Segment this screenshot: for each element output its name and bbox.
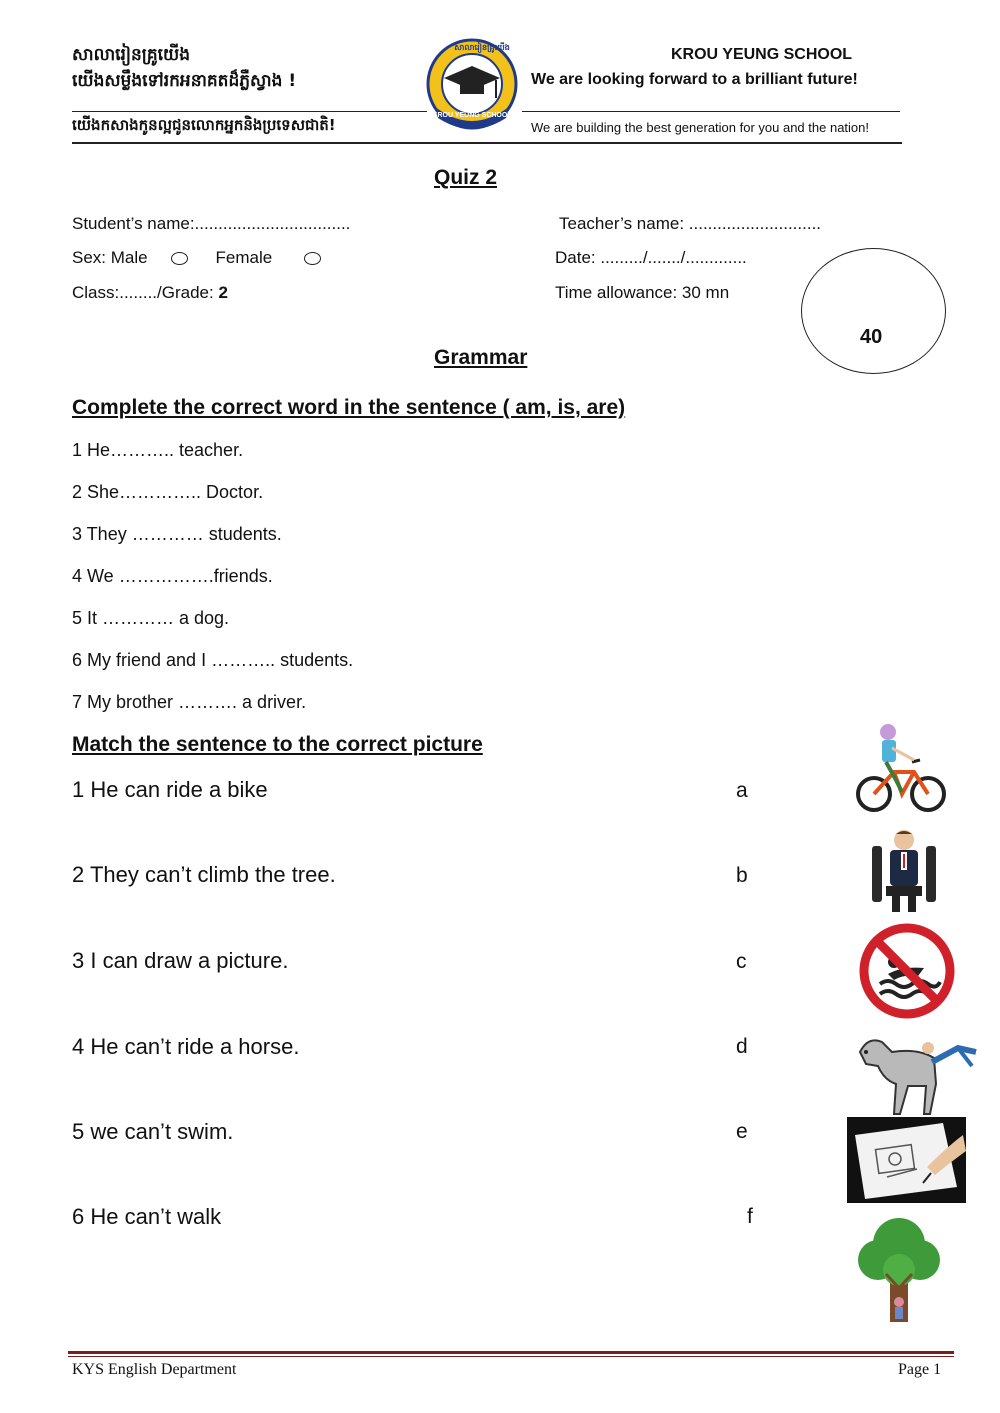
match-letter: c <box>736 950 747 973</box>
horse-rider-picture[interactable] <box>848 1022 980 1118</box>
grammar-question: 6 My friend and I ……….. students. <box>72 650 354 670</box>
header-divider-left <box>72 111 427 112</box>
footer-page-number: Page 1 <box>898 1361 942 1378</box>
grammar-question: 3 They ………… students. <box>72 524 282 544</box>
date-field: Date: ........./......./............. <box>555 248 747 267</box>
match-letter: e <box>736 1120 748 1143</box>
grammar-question: 1 He……….. teacher. <box>72 440 244 460</box>
grammar-instruction: Complete the correct word in the sentence ( am, is, are) <box>72 396 626 419</box>
footer-rule-thin <box>68 1356 954 1357</box>
footer-department: KYS English Department <box>72 1361 237 1378</box>
motto-khmer: យើងសម្លឹងទៅរកអនាគតដ៏ភ្លឺស្វាង ! <box>72 71 297 91</box>
match-sentence: 5 we can’t swim. <box>72 1119 234 1144</box>
student-name-field: Student’s name:................................. <box>72 214 351 233</box>
class-grade-field <box>72 283 228 303</box>
score-total: 40 <box>860 326 883 348</box>
grammar-question: 2 She………….. Doctor. <box>72 482 264 502</box>
match-sentence: 6 He can’t walk <box>72 1204 222 1229</box>
tree-picture[interactable] <box>856 1214 942 1324</box>
sex-row <box>72 248 321 268</box>
grammar-question: 7 My brother ………. a driver. <box>72 692 307 712</box>
header-rule <box>72 142 902 144</box>
match-sentence: 3 I can draw a picture. <box>72 948 289 973</box>
time-allowance: Time allowance: 30 mn <box>555 283 730 302</box>
match-sentence: 1 He can ride a bike <box>72 777 268 802</box>
logo-text-top: សាលារៀនគ្រូយើង <box>454 43 510 52</box>
grammar-heading: Grammar <box>434 346 528 369</box>
sex-male-label: Sex: Male <box>72 248 148 267</box>
wheelchair-man-picture[interactable] <box>864 828 944 914</box>
score-circle <box>801 248 946 374</box>
bike-rider-picture[interactable] <box>852 722 948 814</box>
footer-rule-thick <box>68 1351 954 1354</box>
match-letter: b <box>736 864 748 887</box>
match-letter: a <box>736 779 748 802</box>
grade-value: 2 <box>218 283 228 302</box>
matching-instruction: Match the sentence to the correct picture <box>72 733 483 756</box>
no-swimming-picture[interactable] <box>858 922 956 1020</box>
school-motto: We are looking forward to a brilliant future! <box>531 71 858 88</box>
class-grade-label: Class:......../Grade: <box>72 283 214 302</box>
school-name: KROU YEUNG SCHOOL <box>671 46 853 63</box>
quiz-title: Quiz 2 <box>434 166 498 189</box>
match-letter: f <box>747 1205 753 1228</box>
grammar-question: 5 It ………… a dog. <box>72 608 230 628</box>
female-radio[interactable] <box>304 252 321 265</box>
male-radio[interactable] <box>171 252 188 265</box>
header-divider-right <box>522 111 900 112</box>
teacher-name-field: Teacher’s name: ............................ <box>559 214 822 233</box>
logo-text-bottom: KROU YEUNG SCHOOL <box>432 112 512 119</box>
match-letter: d <box>736 1035 748 1058</box>
school-name-khmer: សាលារៀនគ្រូយើង <box>72 45 191 65</box>
grammar-question: 4 We …………….friends. <box>72 566 273 586</box>
female-label: Female <box>215 248 273 267</box>
match-sentence: 4 He can’t ride a horse. <box>72 1034 300 1059</box>
slogan-english: We are building the best generation for you and the nation! <box>531 120 869 135</box>
match-sentence: 2 They can’t climb the tree. <box>72 862 336 887</box>
slogan-khmer: យើងកសាងកូនល្អជូនលោកអ្នកនិងប្រទេសជាតិ! <box>72 116 336 134</box>
drawing-picture[interactable] <box>847 1117 966 1203</box>
